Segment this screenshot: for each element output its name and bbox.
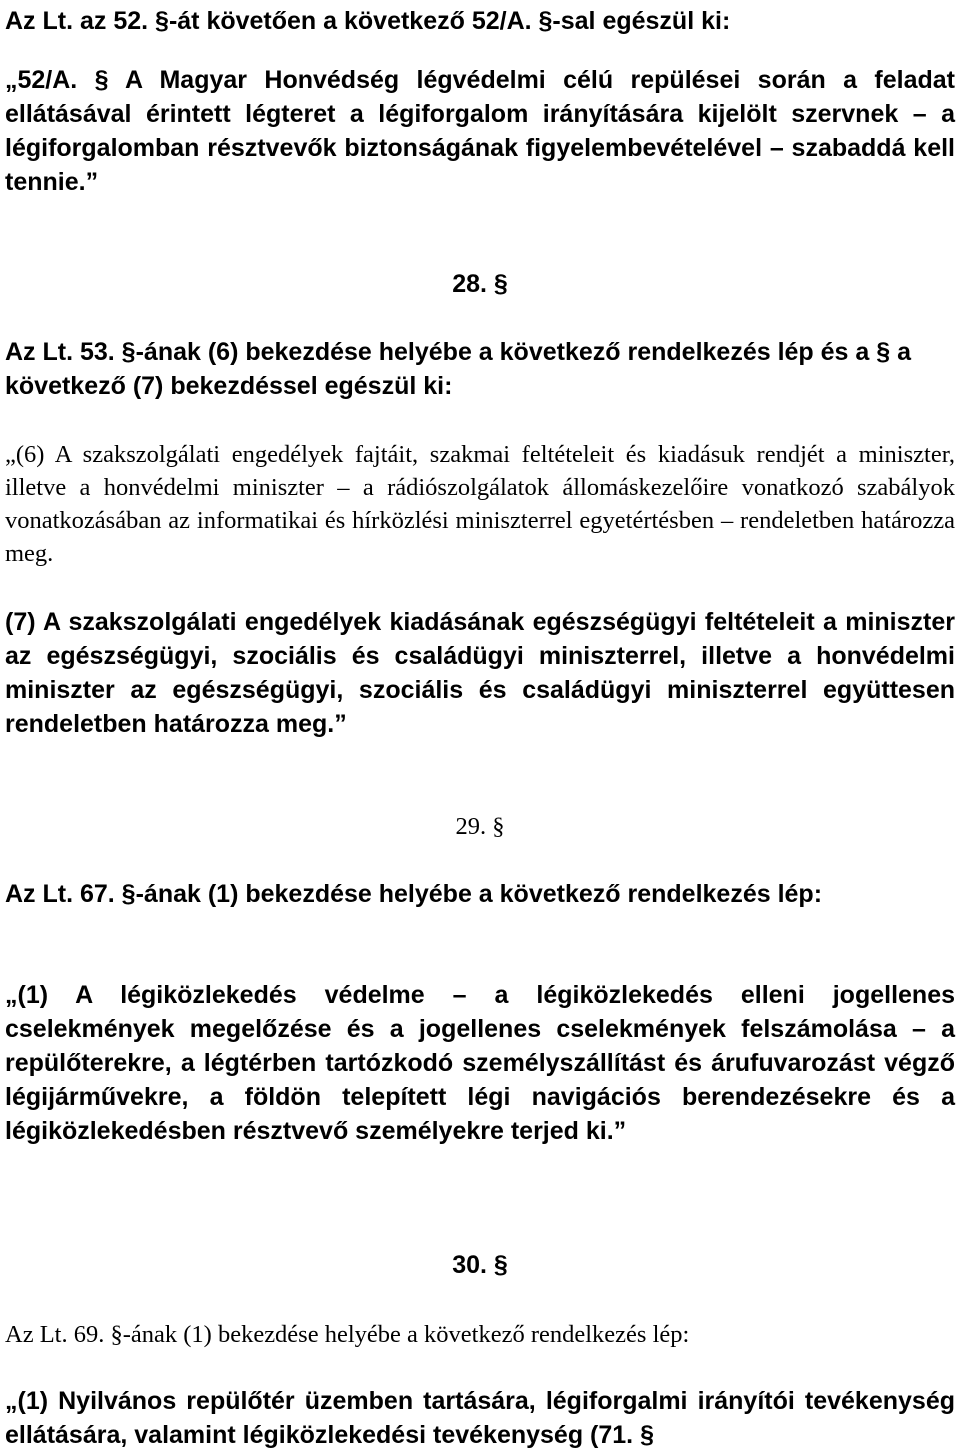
paragraph-53-6: „(6) A szakszolgálati engedélyek fajtáit, szakmai feltételeit és kiadásuk rendjét a miniszter, illetve a honvédelmi miniszter – a rádiószolgálatok állomáskezelőire vonatkozó szabályok vonatkozásában az informatikai és hírközlési miniszterrel egyetértésben – rendeletben határozza meg. xyxy=(5,441,955,567)
section-heading-29: 29. § xyxy=(455,813,505,840)
intro-69: Az Lt. 69. §-ának (1) bekezdése helyébe a következő rendelkezés lép: xyxy=(5,1321,690,1348)
section-heading-28: 28. § xyxy=(452,270,508,298)
intro-67: Az Lt. 67. §-ának (1) bekezdése helyébe a következő rendelkezés lép: xyxy=(5,880,823,908)
paragraph-52a: „52/A. § A Magyar Honvédség légvédelmi célú repülései során a feladat ellátásával érintett légteret a légiforgalom irányítására kijelölt szervnek – a légiforgalomban résztvevők biztonságának figyelembevételével – szabaddá kell tennie.” xyxy=(5,66,955,196)
paragraph-53-7: (7) A szakszolgálati engedélyek kiadásának egészségügyi feltételeit a miniszter az egészségügyi, szociális és családügyi miniszterrel, illetve a honvédelmi miniszter az egészségügyi, szociális és családügyi miniszterrel együttesen rendeletben határozza meg.” xyxy=(5,608,955,738)
paragraph-69-1: „(1) Nyilvános repülőtér üzemben tartására, légiforgalmi irányítói tevékenység ellátására, valamint légiközlekedési tevékenység (71. § xyxy=(5,1387,955,1449)
intro-52a: Az Lt. az 52. §-át követően a következő 52/A. §-sal egészül ki: xyxy=(5,7,731,35)
intro-53: Az Lt. 53. §-ának (6) bekezdése helyébe a következő rendelkezés lép és a § a következő (7) bekezdéssel egészül ki: xyxy=(5,338,911,400)
section-heading-30: 30. § xyxy=(452,1251,508,1279)
paragraph-67-1: „(1) A légiközlekedés védelme – a légiközlekedés elleni jogellenes cselekmények megelőzése és a jogellenes cselekmények felszámolása – a repülőterekre, a légtérben tartózkodó személyszállítást és árufuvarozást végző légijárművekre, a földön telepített légi navigációs berendezésekre és a légiközlekedésben résztvevő személyekre terjed ki.” xyxy=(5,981,955,1145)
